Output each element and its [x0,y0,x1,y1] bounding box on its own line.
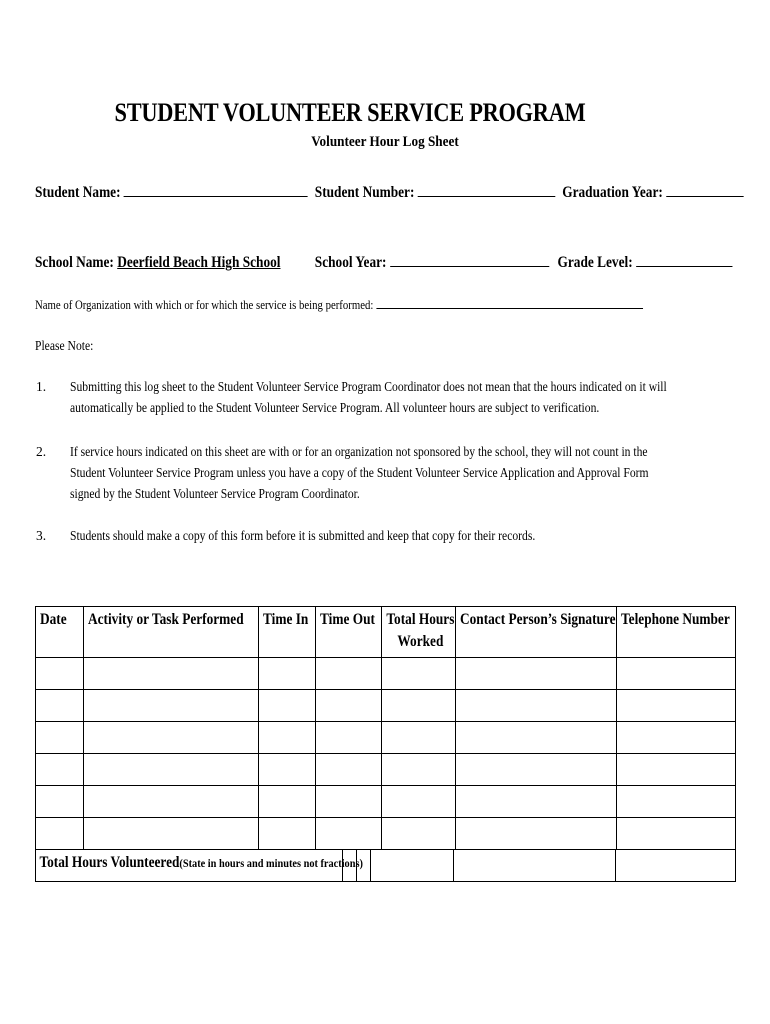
signature-cell[interactable] [456,658,617,690]
activity-cell[interactable] [84,818,259,850]
table-row [36,818,736,850]
total-row [36,850,736,882]
table-header-row [36,607,736,658]
organization-row [35,297,643,313]
student-name-field[interactable] [124,182,308,197]
table-row [36,754,736,786]
school-info-row [35,252,732,272]
time-out-cell[interactable] [316,722,382,754]
telephone-cell[interactable] [617,722,736,754]
column-header-time-in: Time In [259,607,316,658]
time-in-cell[interactable] [259,786,316,818]
signature-cell[interactable] [456,786,617,818]
graduation-year-field[interactable] [666,182,743,197]
telephone-cell[interactable] [617,690,736,722]
time-in-cell[interactable] [259,818,316,850]
organization-field[interactable] [377,297,644,309]
student-name-label: Student Name: [35,184,121,201]
telephone-cell[interactable] [617,818,736,850]
total-label-container [36,850,363,881]
school-name-label: School Name: [35,254,114,271]
table-row [36,786,736,818]
signature-cell[interactable] [456,722,617,754]
column-header-total-hours: Total Hours Worked [382,607,456,658]
note-text: Submitting this log sheet to the Student Volunteer Service Program Coordinator does not mean that the hours indicated on it will automatically be applied to the Student Volunteer Service Program. All volunteer hours are subject to verification. [70,379,667,415]
column-header-telephone: Telephone Number [617,607,736,658]
column-header-contact-signature: Contact Person’s Signature [456,607,617,658]
grade-level-field[interactable] [636,252,732,267]
table-row [36,658,736,690]
student-number-field[interactable] [418,182,556,197]
total-cell [36,850,736,882]
signature-cell[interactable] [456,690,617,722]
activity-cell[interactable] [84,754,259,786]
activity-cell[interactable] [84,786,259,818]
school-year-label: School Year: [314,254,387,271]
column-header-time-out: Time Out [316,607,382,658]
total-telephone-box[interactable] [615,850,735,881]
note-text: Students should make a copy of this form before it is submitted and keep that copy for their records. [70,528,536,543]
time-out-cell[interactable] [316,658,382,690]
organization-label: Name of Organization with which or for which the service is being performed: [35,298,374,312]
total-hours-cell[interactable] [382,658,456,690]
signature-cell[interactable] [456,754,617,786]
date-cell[interactable] [36,786,84,818]
note-number: 1. [36,379,47,394]
activity-cell[interactable] [84,658,259,690]
column-header-date: Date [36,607,84,658]
total-hours-cell[interactable] [382,690,456,722]
activity-cell[interactable] [84,690,259,722]
total-value-box[interactable] [370,850,453,881]
telephone-cell[interactable] [617,658,736,690]
volunteer-log-table [35,606,736,882]
total-hours-cell[interactable] [382,818,456,850]
time-out-cell[interactable] [316,818,382,850]
table-row [36,690,736,722]
telephone-cell[interactable] [617,754,736,786]
notes-heading: Please Note: [35,338,94,353]
grade-level-label: Grade Level: [557,254,633,271]
note-text: If service hours indicated on this sheet are with or for an organization not sponsored by the school, they will not count in the Student Volunteer Service Program unless you have a copy of the Student Volunteer Service Application and Approval Form signed by the Student Volunteer Service Program Coordinator. [70,444,649,501]
total-hours-cell[interactable] [382,722,456,754]
total-hours-cell[interactable] [382,754,456,786]
time-in-cell[interactable] [259,722,316,754]
table-row [36,722,736,754]
school-year-field[interactable] [390,252,549,267]
student-number-label: Student Number: [314,184,415,201]
signature-cell[interactable] [456,818,617,850]
page-title: STUDENT VOLUNTEER SERVICE PROGRAM [114,98,586,127]
date-cell[interactable] [36,818,84,850]
time-out-cell[interactable] [316,786,382,818]
total-signature-box[interactable] [453,850,615,881]
page-subtitle: Volunteer Hour Log Sheet [311,134,459,150]
note-number: 2. [36,444,47,459]
date-cell[interactable] [36,690,84,722]
time-out-cell[interactable] [316,690,382,722]
time-in-cell[interactable] [259,658,316,690]
date-cell[interactable] [36,658,84,690]
date-cell[interactable] [36,722,84,754]
school-name-value: Deerfield Beach High School [117,254,281,271]
graduation-year-label: Graduation Year: [562,184,663,201]
student-info-row [35,182,744,202]
date-cell[interactable] [36,754,84,786]
total-hours-cell[interactable] [382,786,456,818]
time-in-cell[interactable] [259,754,316,786]
total-hours-label: Total Hours Volunteered(State in hours and minutes not fractions) [39,854,363,871]
column-header-activity: Activity or Task Performed [84,607,259,658]
time-out-cell[interactable] [316,754,382,786]
activity-cell[interactable] [84,722,259,754]
note-number: 3. [36,528,47,543]
telephone-cell[interactable] [617,786,736,818]
time-in-cell[interactable] [259,690,316,722]
